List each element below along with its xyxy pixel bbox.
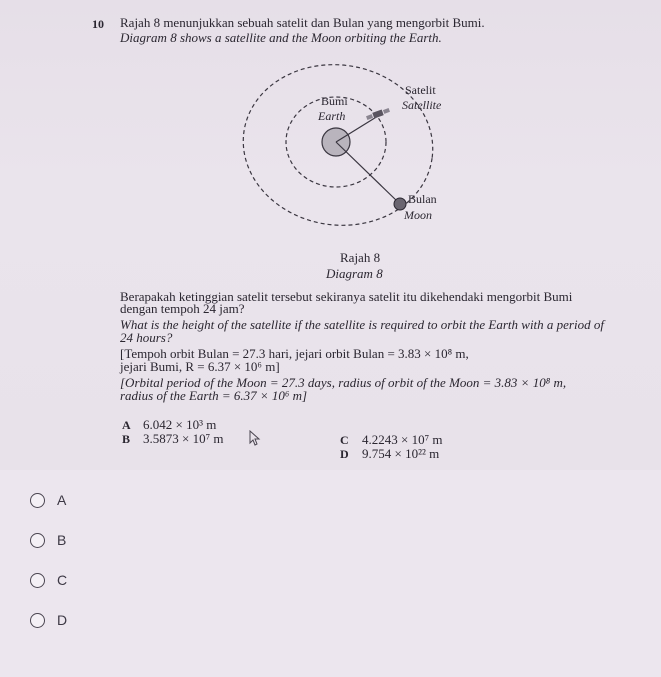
option-letter-d: D bbox=[340, 447, 349, 461]
option-value-a: 6.042 × 10³ m bbox=[143, 417, 217, 432]
given-en-1: [Orbital period of the Moon = 27.3 days, radius of orbit of the Moon = 3.83 × 10⁸ m, bbox=[120, 375, 567, 390]
given-ms-1: [Tempoh orbit Bulan = 27.3 hari, jejari orbit Bulan = 3.83 × 10⁸ m, bbox=[120, 346, 469, 361]
radio-c[interactable] bbox=[30, 573, 45, 588]
label-moon: Moon bbox=[404, 208, 432, 222]
question-text-en-1: What is the height of the satellite if the satellite is required to orbit the Earth with a period of bbox=[120, 317, 604, 332]
diagram-caption-en: Diagram 8 bbox=[326, 266, 383, 281]
question-text-ms-2: dengan tempoh 24 jam? bbox=[120, 301, 245, 316]
question-title-en: Diagram 8 shows a satellite and the Moon orbiting the Earth. bbox=[120, 30, 442, 45]
satellite-icon bbox=[366, 108, 390, 120]
option-value-d: 9.754 × 10²² m bbox=[362, 446, 440, 461]
choice-a-label: A bbox=[57, 492, 67, 508]
option-value-c: 4.2243 × 10⁷ m bbox=[362, 432, 443, 447]
radio-b[interactable] bbox=[30, 533, 45, 548]
answer-choices bbox=[30, 480, 67, 640]
label-earth: Earth bbox=[318, 109, 346, 123]
choice-d[interactable] bbox=[30, 600, 67, 640]
option-value-b: 3.5873 × 10⁷ m bbox=[143, 431, 224, 446]
mouse-cursor-icon bbox=[249, 430, 261, 446]
given-en-2: radius of the Earth = 6.37 × 10⁶ m] bbox=[120, 388, 308, 403]
orbit-diagram bbox=[228, 60, 488, 240]
option-letter-c: C bbox=[340, 433, 349, 447]
option-letter-a: A bbox=[122, 418, 131, 432]
given-ms-2: jejari Bumi, R = 6.37 × 10⁶ m] bbox=[120, 359, 280, 374]
radio-a[interactable] bbox=[30, 493, 45, 508]
choice-c-label: C bbox=[57, 572, 68, 588]
choice-d-label: D bbox=[57, 612, 68, 628]
question-text-en-2: 24 hours? bbox=[120, 330, 173, 345]
option-letter-b: B bbox=[122, 432, 131, 446]
diagram-caption-ms: Rajah 8 bbox=[340, 250, 381, 265]
question-text-ms-1: Berapakah ketinggian satelit tersebut sekiranya satelit itu dikehendaki mengorbit Bumi bbox=[120, 289, 573, 304]
choice-b[interactable] bbox=[30, 520, 67, 560]
choice-b-label: B bbox=[57, 532, 67, 548]
choice-a[interactable] bbox=[30, 480, 67, 520]
radio-d[interactable] bbox=[30, 613, 45, 628]
label-bumi: Bumi bbox=[321, 94, 348, 108]
label-bulan: Bulan bbox=[408, 192, 437, 206]
choice-c[interactable] bbox=[30, 560, 67, 600]
question-number: 10 bbox=[92, 17, 104, 31]
label-satellite: Satellite bbox=[402, 98, 442, 112]
radius-line-moon bbox=[336, 142, 398, 202]
question-title-ms: Rajah 8 menunjukkan sebuah satelit dan Bulan yang mengorbit Bumi. bbox=[120, 15, 485, 30]
label-satelit: Satelit bbox=[405, 83, 436, 97]
